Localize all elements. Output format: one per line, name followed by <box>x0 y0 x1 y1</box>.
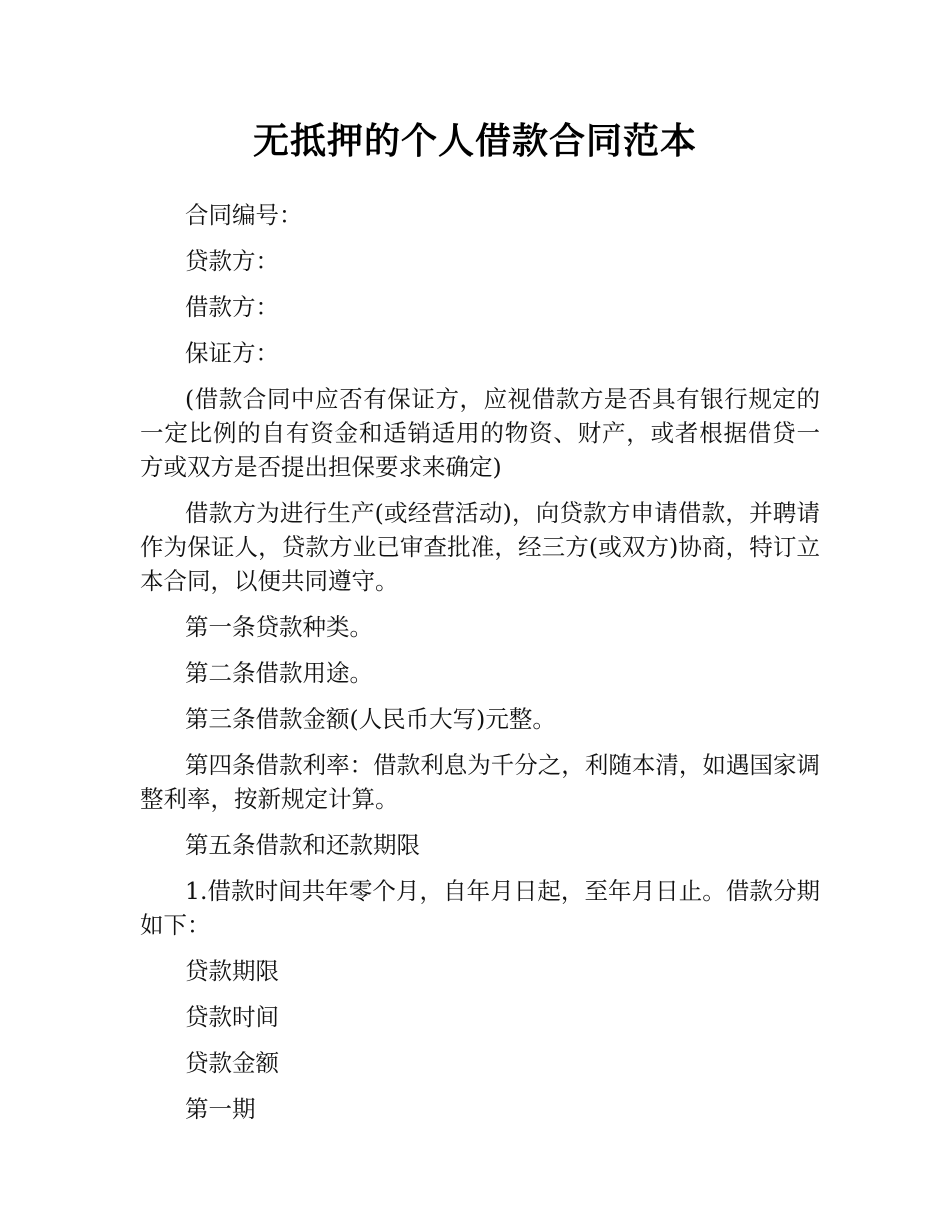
article-5-item-1: 1.借款时间共年零个月，自年月日起，至年月日止。借款分期如下： <box>140 877 820 939</box>
article-4: 第四条借款利率：借款利息为千分之，利随本清，如遇国家调整利率，按新规定计算。 <box>140 751 820 813</box>
loan-amount-label: 贷款金额 <box>185 1049 279 1077</box>
loan-term-label: 贷款期限 <box>185 957 279 985</box>
document-body <box>140 198 820 1138</box>
loan-time-label: 贷款时间 <box>185 1003 279 1031</box>
guarantor-line: 保证方： <box>185 339 279 367</box>
document-title: 无抵押的个人借款合同范本 <box>252 121 697 162</box>
first-installment-label: 第一期 <box>185 1095 256 1123</box>
article-5-heading: 第五条借款和还款期限 <box>185 831 420 859</box>
article-2: 第二条借款用途。 <box>185 659 373 687</box>
borrower-line: 借款方： <box>185 293 279 321</box>
contract-number-line: 合同编号： <box>185 201 303 229</box>
article-1: 第一条贷款种类。 <box>185 613 373 641</box>
guarantor-note: (借款合同中应否有保证方，应视借款方是否具有银行规定的一定比例的自有资金和适销适用的物资、财产，或者根据借贷一方或双方是否提出担保要求来确定) <box>140 385 820 481</box>
lender-line: 贷款方： <box>185 247 279 275</box>
preamble-paragraph: 借款方为进行生产(或经营活动)，向贷款方申请借款，并聘请作为保证人，贷款方业已审查批准，经三方(或双方)协商，特订立本合同，以便共同遵守。 <box>140 499 820 595</box>
article-3: 第三条借款金额(人民币大写)元整。 <box>185 705 556 733</box>
